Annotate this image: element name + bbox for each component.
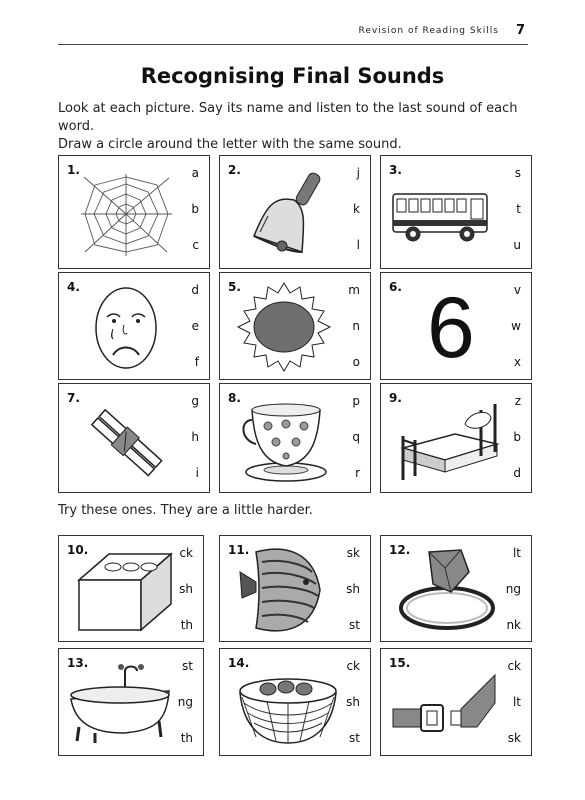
letter-option[interactable]: nk — [506, 618, 521, 632]
ring-picture — [395, 544, 500, 636]
letter-option[interactable]: th — [180, 731, 193, 745]
letter-option[interactable]: r — [355, 466, 360, 480]
letter-option[interactable]: s — [514, 166, 521, 180]
item-card-12 — [380, 535, 532, 642]
item-number: 14. — [228, 656, 250, 670]
bus-picture — [391, 190, 491, 245]
letter-option[interactable]: l — [356, 238, 360, 252]
letter-option[interactable]: sk — [346, 546, 360, 560]
letter-option[interactable]: z — [514, 394, 521, 408]
letter-option[interactable]: h — [191, 430, 199, 444]
letter-option[interactable]: b — [191, 202, 199, 216]
sad-face-picture — [91, 283, 161, 373]
item-number: 7. — [67, 391, 80, 405]
letter-option[interactable]: o — [352, 355, 360, 369]
letter-option[interactable]: d — [513, 466, 521, 480]
item-number: 11. — [228, 543, 250, 557]
item-card-7 — [58, 383, 210, 493]
item-number: 2. — [228, 163, 241, 177]
item-number: 5. — [228, 280, 241, 294]
letter-option[interactable]: st — [182, 659, 193, 673]
letter-option[interactable]: k — [353, 202, 360, 216]
letter-option[interactable]: lt — [512, 695, 521, 709]
brick-picture — [75, 550, 175, 635]
subheading: Try these ones. They are a little harder. — [58, 503, 313, 518]
item-card-9 — [380, 383, 532, 493]
item-card-10 — [58, 535, 204, 642]
letter-option[interactable]: m — [348, 283, 360, 297]
letter-option[interactable]: ck — [346, 659, 360, 673]
letter-option[interactable]: sk — [507, 731, 521, 745]
header-rule — [58, 44, 528, 45]
fish-picture — [236, 542, 336, 637]
letter-option[interactable]: sh — [179, 582, 193, 596]
item-card-8 — [219, 383, 371, 493]
letter-option[interactable]: ng — [505, 582, 521, 596]
letter-option[interactable]: st — [349, 731, 360, 745]
letter-option[interactable]: a — [191, 166, 199, 180]
item-number: 15. — [389, 656, 411, 670]
item-number: 8. — [228, 391, 241, 405]
letter-option[interactable]: n — [352, 319, 360, 333]
letter-option[interactable]: u — [513, 238, 521, 252]
page-number: 7 — [515, 23, 525, 38]
item-number: 9. — [389, 391, 402, 405]
letter-option[interactable]: x — [513, 355, 521, 369]
letter-option[interactable]: f — [194, 355, 199, 369]
item-number: 13. — [67, 656, 89, 670]
letter-option[interactable]: v — [513, 283, 521, 297]
peg-picture — [81, 394, 171, 489]
bed-picture — [395, 396, 500, 486]
letter-option[interactable]: th — [180, 618, 193, 632]
item-number: 12. — [389, 543, 411, 557]
item-number: 6. — [389, 280, 402, 294]
letter-option[interactable]: ck — [179, 546, 193, 560]
item-card-13 — [58, 648, 204, 756]
item-number: 3. — [389, 163, 402, 177]
item-number: 4. — [67, 280, 80, 294]
instruction-line: Look at each picture. Say its name and listen to the last sound of each word. — [58, 101, 518, 134]
sun-picture — [236, 281, 332, 373]
bell-picture — [246, 166, 336, 261]
header-section: Revision of Reading Skills — [358, 26, 499, 36]
nest-picture — [236, 667, 340, 747]
item-number: 1. — [67, 163, 80, 177]
page-title: Recognising Final Sounds — [140, 64, 445, 88]
item-card-3 — [380, 155, 532, 269]
instructions — [58, 100, 538, 154]
letter-option[interactable]: p — [352, 394, 360, 408]
letter-option[interactable]: g — [191, 394, 199, 408]
cup-picture — [238, 396, 338, 486]
letter-option[interactable]: b — [513, 430, 521, 444]
letter-option[interactable]: ck — [507, 659, 521, 673]
item-card-2 — [219, 155, 371, 269]
letter-option[interactable]: w — [511, 319, 521, 333]
item-card-4 — [58, 272, 210, 380]
letter-option[interactable]: lt — [512, 546, 521, 560]
letter-option[interactable]: sh — [346, 695, 360, 709]
bath-picture — [65, 657, 175, 749]
letter-option[interactable]: sh — [346, 582, 360, 596]
letter-option[interactable]: d — [191, 283, 199, 297]
item-card-11 — [219, 535, 371, 642]
spider-web-picture — [79, 172, 174, 257]
item-card-5 — [219, 272, 371, 380]
instruction-line: Draw a circle around the letter with the same sound. — [58, 137, 402, 152]
letter-option[interactable]: i — [195, 466, 199, 480]
item-card-6 — [380, 272, 532, 380]
number-six-picture: 6 — [427, 280, 475, 376]
letter-option[interactable]: st — [349, 618, 360, 632]
item-card-15 — [380, 648, 532, 756]
letter-option[interactable]: ng — [177, 695, 193, 709]
letter-option[interactable]: e — [191, 319, 199, 333]
letter-option[interactable]: c — [192, 238, 199, 252]
letter-option[interactable]: j — [356, 166, 360, 180]
item-card-14 — [219, 648, 371, 756]
belt-picture — [391, 665, 501, 745]
letter-option[interactable]: t — [516, 202, 521, 216]
letter-option[interactable]: q — [352, 430, 360, 444]
item-card-1 — [58, 155, 210, 269]
item-number: 10. — [67, 543, 89, 557]
